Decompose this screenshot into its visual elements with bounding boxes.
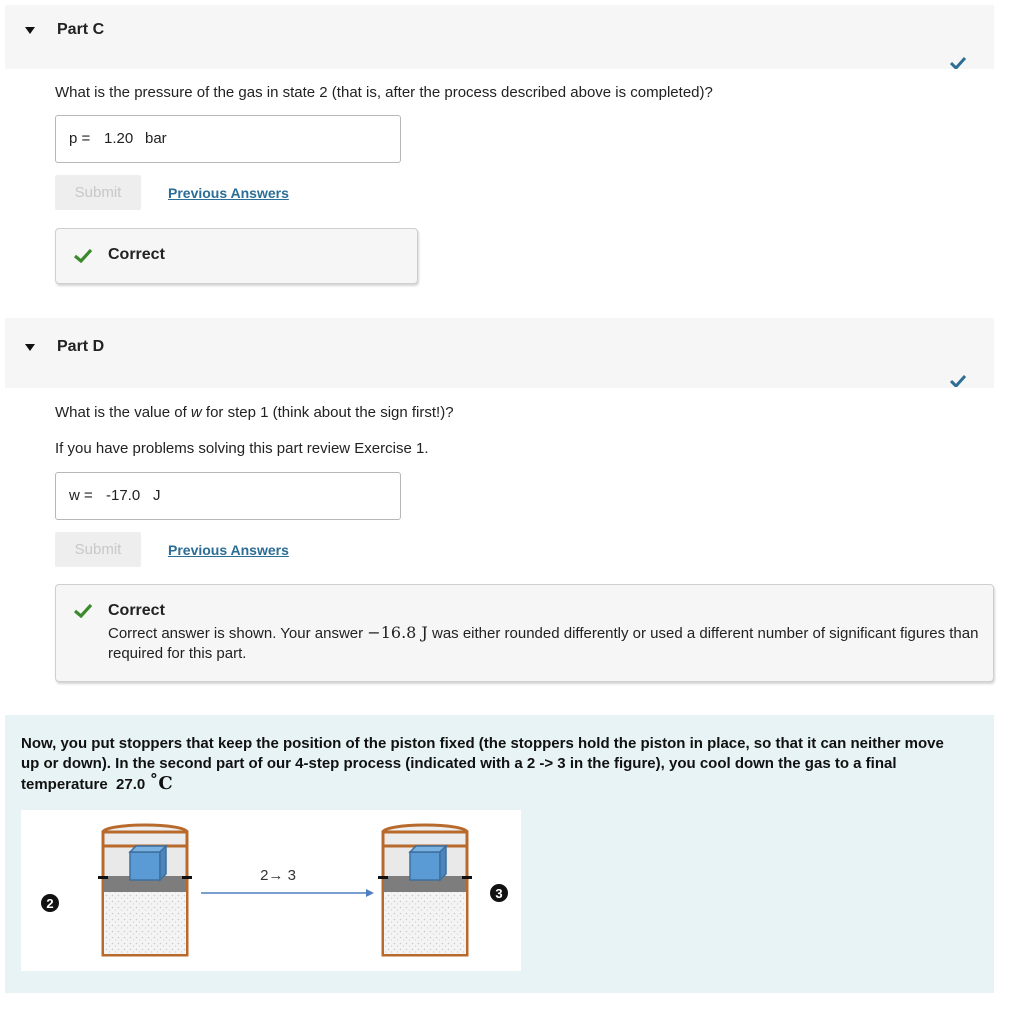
info-paragraph: Now, you put stoppers that keep the position of the piston fixed (the stoppers hold the piston in place, so that it can neither move up or down). In the second part of our 4-step process (indicated with a 2 -> 3 in the figure), you cool down the gas to a final temperature [21,735,944,793]
question-text: What is the pressure of the gas in state 2 (that is, after the process described above is completed)? [55,84,713,101]
feedback-text-part: Correct answer is shown. Your answer [108,625,368,642]
submit-button[interactable]: Submit [55,175,141,210]
question-variable: w [190,404,202,421]
question-text [55,404,454,421]
answer-unit: bar [145,130,167,147]
info-text [21,734,961,795]
feedback-text-part: was either rounded differently or used a different number of significant figures than required for this part. [108,625,979,662]
feedback-message [108,623,988,664]
question-text-part: for step 1 (think about the sign first!)? [201,404,454,421]
part-title: Part D [57,338,105,355]
feedback-box [55,584,994,682]
temperature-value: 27.0 [116,776,146,793]
answer-value: 1.20 [104,130,134,147]
answer-field[interactable] [55,472,401,520]
collapse-caret-icon[interactable] [25,344,35,351]
part-title: Part C [57,21,105,38]
feedback-title: Correct [108,246,165,263]
temperature-unit: ˚C [149,773,173,794]
completed-check-icon [950,375,966,387]
process-diagram [21,810,521,971]
answer-variable: w = [69,487,93,504]
cylinder-right [378,825,472,955]
feedback-box [55,228,418,284]
state-3-marker [490,884,508,902]
info-panel [5,715,994,993]
answer-unit: J [153,487,161,504]
answer-variable: p = [69,130,91,147]
state-2-marker [41,894,59,912]
question-text-part: What is the value of [55,404,191,421]
correct-check-icon [74,249,92,263]
feedback-title: Correct [108,602,165,619]
svg-text:2→ 3: 2→ 3 [260,867,296,884]
previous-answers-link[interactable]: Previous Answers [168,542,289,558]
feedback-math-value: −16.8 J [367,623,428,642]
part-c-header[interactable] [5,5,994,69]
cylinder-left [98,825,192,955]
correct-check-icon [74,604,92,618]
part-d-header[interactable] [5,318,994,388]
hint-text: If you have problems solving this part review Exercise 1. [55,440,429,457]
previous-answers-link[interactable]: Previous Answers [168,185,289,201]
submit-button[interactable]: Submit [55,532,141,567]
completed-check-icon [950,57,966,69]
process-figure [21,810,521,971]
answer-field[interactable] [55,115,401,163]
collapse-caret-icon[interactable] [25,27,35,34]
svg-text:2: 2 [46,896,54,911]
answer-value: -17.0 [106,487,141,504]
process-arrow [201,867,374,897]
svg-text:3: 3 [495,886,503,901]
